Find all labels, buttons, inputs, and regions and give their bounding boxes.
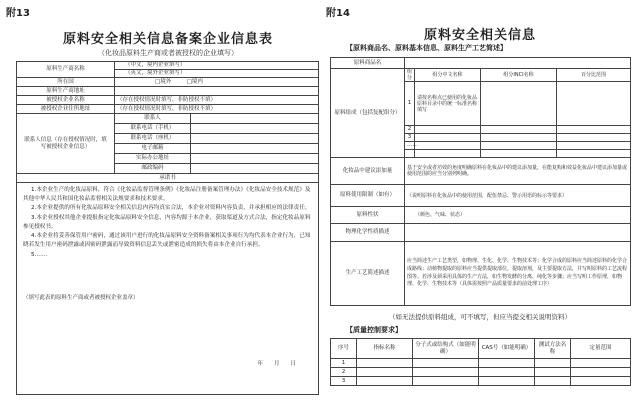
comp-header: 百分比范围: [557, 69, 631, 82]
checkbox-abroad[interactable]: □境外: [155, 78, 172, 85]
material-info-table: [330, 57, 631, 306]
qc-section-title: 【质量控制要求】: [346, 326, 402, 334]
comp-cell[interactable]: [415, 126, 481, 134]
contact-field-label: 实际办公地址: [115, 154, 191, 164]
row-number: 3: [405, 134, 415, 142]
row-number: 2: [405, 126, 415, 134]
promise-item: 4.本企业将妥善保管用户密码，通过该用户进行的化妆品原料安全资料备案相关事项行为均代表本企业行为，已知晓若发生用户密码泄露或因密码泄露而导致资料信息丢失或泄密造成的损失将由本企业自行承担。: [23, 233, 311, 249]
comp-cell[interactable]: [415, 150, 481, 158]
usage-limit-label: 原料使用限制（如有）: [331, 185, 405, 207]
promise-item: 1.本企业生产的化妆品原料，符合《化妆品监督管理条例》《化妆品注册备案管理办法》《化妆品安全技术规范》及其他中华人民共和国化妆品监督相关法规要求和技术要求。: [23, 187, 311, 203]
qc-header: CAS号（如能明确）: [479, 339, 535, 359]
qc-header: 定量范围: [571, 339, 631, 359]
qc-cell[interactable]: [535, 368, 571, 377]
promise-header: 承诺书: [17, 174, 319, 183]
mobile-field[interactable]: [191, 124, 319, 134]
auth-company-field[interactable]: （存在授权情况时填写，非防授权不填）: [115, 96, 319, 105]
quality-control-table: [330, 338, 631, 386]
qc-cell[interactable]: [357, 368, 413, 377]
comp-cell[interactable]: [481, 142, 557, 150]
properties-label: 原料性状: [331, 207, 405, 224]
qc-cell[interactable]: [479, 368, 535, 377]
qc-row-number: 1: [331, 359, 357, 368]
contact-field-label: 联系电话（座机）: [115, 134, 191, 144]
usage-limit-field[interactable]: （说明原料在化妆品中的使用范围，配伍禁忌、警示用语的标示等要求）: [405, 185, 631, 207]
promise-item: 2.本企业提供的所有化妆品原料安全相关信息内容均真实合法，本企业对资料内容负责，并承担相应的法律责任。: [31, 205, 311, 212]
comp-cell[interactable]: [481, 150, 557, 158]
qc-cell[interactable]: [571, 368, 631, 377]
qc-cell[interactable]: [413, 368, 479, 377]
use-amount-field[interactable]: 基于安全或者功效的角度明确原料在化妆品中的建议添加量，在能复购和效益化妆品中建议添加量或使用范围的应当分别列明确。: [405, 158, 631, 185]
comp-cell[interactable]: [405, 150, 415, 158]
date-label: 年 月 日: [257, 361, 297, 367]
comp-header: 组分INCI名称: [481, 69, 557, 82]
qc-row-number: 2: [331, 368, 357, 377]
contact-field-label: 电子邮箱: [115, 144, 191, 154]
qc-cell[interactable]: [479, 377, 535, 386]
landline-field[interactable]: [191, 134, 319, 144]
producer-address-label: 原料生产商地址: [17, 87, 115, 96]
email-field[interactable]: [191, 144, 319, 154]
comp-cell[interactable]: [415, 142, 481, 150]
qc-header: 指标名称: [357, 339, 413, 359]
comp-cell[interactable]: [481, 134, 557, 142]
composition-label: 原料组成（包括复配组分）: [331, 69, 405, 158]
producer-name-cn-field[interactable]: （中文，境内企业填写）: [115, 62, 319, 70]
comp-cell[interactable]: [557, 142, 631, 150]
qc-cell[interactable]: [571, 359, 631, 368]
properties-field[interactable]: （颜色、气味、状态）: [405, 207, 631, 224]
inci-name-field[interactable]: [481, 82, 557, 126]
use-amount-label: 化妆品中建议添加量: [331, 158, 405, 185]
contact-info-label: 联系人信息（存在授权情况时，填写被授权企业信息）: [17, 114, 115, 174]
qc-cell[interactable]: [357, 359, 413, 368]
form-title-right: 原料安全相关信息: [423, 28, 536, 43]
producer-name-label: 原料生产商名称: [17, 62, 115, 78]
comp-cell[interactable]: [557, 134, 631, 142]
enterprise-info-table: [16, 61, 319, 395]
trade-name-field[interactable]: [405, 58, 631, 69]
form-subtitle-left: （化妆品原料生产商或者被授权的企业填写）: [98, 49, 238, 57]
process-label: 生产工艺简述描述: [331, 242, 405, 306]
qc-cell[interactable]: [535, 377, 571, 386]
percent-field[interactable]: [557, 82, 631, 126]
qc-cell[interactable]: [413, 377, 479, 386]
office-address-field[interactable]: [191, 154, 319, 164]
comp-header: 组分: [405, 69, 415, 82]
row-number: 1: [405, 82, 415, 126]
section-header: 【原料商品名、原料基本信息、原料生产工艺简述】: [346, 44, 507, 52]
comp-note: 请按名称点已使用的化妆品原料目录中的统一标准名称填写: [415, 82, 481, 126]
producer-name-en-field[interactable]: （英文，境外企业填写）: [115, 70, 319, 78]
physchem-field[interactable]: [405, 224, 631, 242]
qc-cell[interactable]: [357, 377, 413, 386]
auth-address-label: 被授权企业住所地址: [17, 105, 115, 114]
attachment-number-left: 附13: [6, 8, 30, 19]
promise-item: 3.本企业授权其他企业提报指定化妆品原料安全信息，内容均源于本企业，获取渠道及方式合法，指定化妆品原料参见授权书。: [23, 214, 311, 230]
comp-cell[interactable]: [557, 150, 631, 158]
process-field[interactable]: 应当简述生产工艺类型，如物理、生化、化学、生物技术等；化学合成的原料应当简述原料的化学合成路线；动植物提取的原料应当提供提取部位，提取溶剂，及主要提取方法，并写明原料的工艺流程图等。若涉及须采用具体的生产方法，如生物发酵的分离、纯化等步骤；应当写明工作原理，如物理、化学、生物技术等（具体需按照产品质量要求的前处理工序）: [405, 242, 631, 306]
form-title-left: 原料安全相关信息备案企业信息表: [62, 32, 273, 47]
contact-field-label: 邮政编码: [115, 164, 191, 174]
qc-header: 序号: [331, 339, 357, 359]
contact-field-label: 联系人: [115, 114, 191, 124]
row-number: ……: [405, 142, 415, 150]
qc-cell[interactable]: [479, 359, 535, 368]
comp-cell[interactable]: [481, 126, 557, 134]
producer-address-field[interactable]: [115, 87, 319, 96]
qc-cell[interactable]: [571, 377, 631, 386]
contact-field-label: 联系电话（手机）: [115, 124, 191, 134]
comp-header: 组分中文名称: [415, 69, 481, 82]
promise-item: 5.……: [31, 251, 48, 258]
footnote: （如无法提供原料组成，可不填写，但应当提交相关说明资料）: [389, 313, 571, 321]
auth-company-label: 被授权企业名称: [17, 96, 115, 105]
checkbox-domestic[interactable]: □境内: [186, 78, 203, 85]
location-label: 所在国: [17, 78, 115, 87]
location-field[interactable]: [115, 78, 319, 87]
comp-cell[interactable]: [415, 134, 481, 142]
qc-cell[interactable]: [535, 359, 571, 368]
physchem-label: 物理化学性质描述: [331, 224, 405, 242]
qc-row-number: 3: [331, 377, 357, 386]
auth-address-field[interactable]: （存在授权情况时填写，非防授权不填）: [115, 105, 319, 114]
qc-cell[interactable]: [413, 359, 479, 368]
promise-block: [17, 183, 319, 395]
postcode-field[interactable]: [191, 164, 319, 174]
qc-header: 测试方法名称: [535, 339, 571, 359]
contact-person-field[interactable]: [191, 114, 319, 124]
signature-note: （填写此表的原料生产商或者被授权企业盖章）: [23, 295, 139, 301]
qc-header: 分子式或结构式（如能明确）: [413, 339, 479, 359]
trade-name-label: 原料商品名: [331, 58, 405, 69]
attachment-number-right: 附14: [326, 8, 350, 19]
comp-cell[interactable]: [557, 126, 631, 134]
